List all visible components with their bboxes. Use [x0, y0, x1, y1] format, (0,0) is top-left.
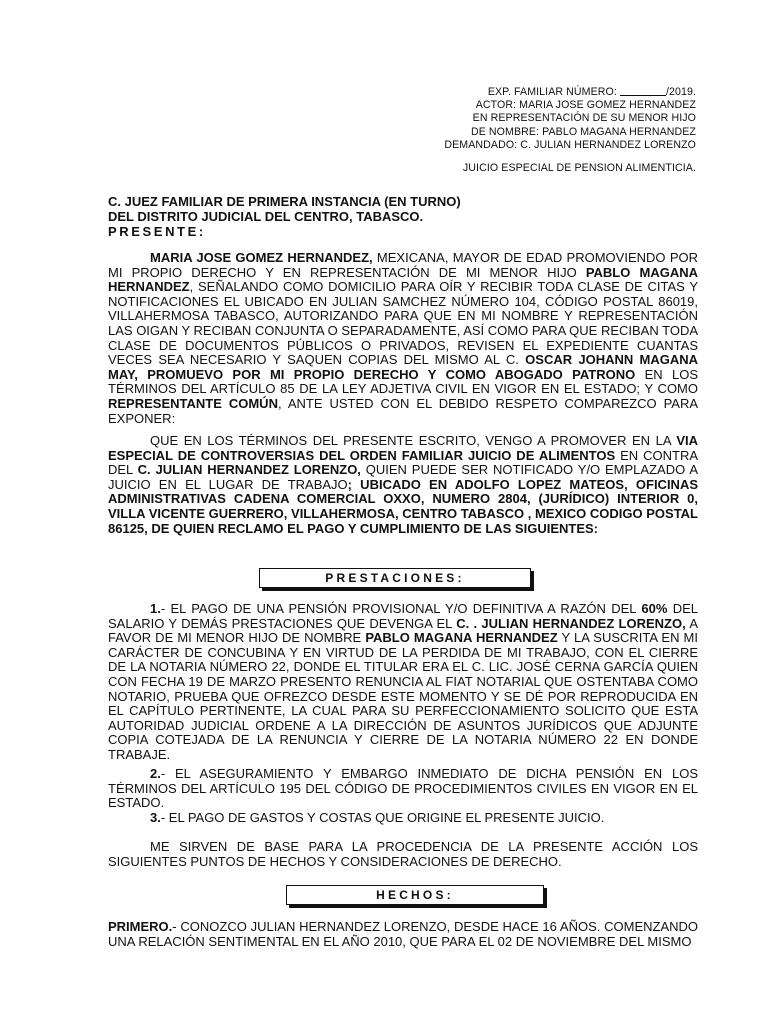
intro-text-3: EN LOS TÉRMINOS DEL ARTÍCULO 85 DE LA LEY ADJETIVA CIVIL EN VIGOR EN EL ESTADO; Y COMO — [108, 366, 699, 397]
item-3-paragraph — [108, 811, 698, 826]
claim-defendant: C. JULIAN HERNANDEZ LORENZO, — [137, 462, 361, 478]
item-1-child-name: PABLO MAGANA HERNANDEZ — [365, 630, 558, 646]
first-fact-paragraph — [108, 920, 698, 949]
intro-representative: REPRESENTANTE COMÚN — [108, 395, 278, 411]
child-name-line: DE NOMBRE: PABLO MAGANA HERNANDEZ — [470, 125, 696, 138]
claim-location: ; UBICADO EN ADOLFO LOPEZ MATEOS, OFICINAS ADMINISTRATIVAS CADENA COMERCIAL OXXO, NUMERO 2804, (JURÍDICO) INTERIOR 0, VILLA VICENTE GUERRERO, VILLAHERMOSA, CENTRO TABASCO , MEXICO CODIGO POSTAL 86125, DE QUIEN RECLAMO EL PAGO Y CUMPLIMIENTO DE LAS SIGUIENTES: — [108, 476, 698, 536]
intro-text-4: , ANTE USTED CON EL DEBIDO RESPETO COMPAREZCO PARA EXPONER: — [108, 395, 699, 426]
item-1-text-1: - EL PAGO DE UNA PENSIÓN PROVISIONAL Y/O DEFINITIVA A RAZÓN DEL — [160, 601, 642, 616]
first-fact-text: - CONOZCO JULIAN HERNANDEZ LORENZO, DESDE HACE 16 AÑOS. COMENZANDO UNA RELACIÓN SENTIMENTAL EN EL AÑO 2010, QUE PARA EL 02 DE NOVIEMBRE DEL MISMO — [108, 919, 698, 949]
addressee-judge: C. JUEZ FAMILIAR DE PRIMERA INSTANCIA (EN TURNO) — [108, 194, 461, 209]
intro-text-1: MEXICANA, MAYOR DE EDAD PROMOVIENDO POR MI PROPIO DERECHO Y EN REPRESENTACIÓN DE MI MENOR HIJO — [108, 250, 698, 280]
basis-text: ME SIRVEN DE BASE PARA LA PROCEDENCIA DE LA PRESENTE ACCIÓN LOS SIGUIENTES PUNTOS DE HECHOS Y CONSIDERACIONES DE DERECHO. — [108, 839, 698, 869]
case-number-label: EXP. FAMILIAR NÚMERO: — [487, 86, 620, 98]
actor-line: ACTOR: MARIA JOSE GOMEZ HERNANDEZ — [475, 99, 696, 112]
item-1-text-3: A FAVOR DE MI MENOR HIJO DE NOMBRE — [108, 615, 698, 646]
addressee-district: DEL DISTRITO JUDICIAL DEL CENTRO, TABASCO. — [108, 209, 424, 224]
intro-child-name: PABLO MAGANA HERNANDEZ — [108, 264, 698, 295]
item-1-paragraph — [108, 602, 698, 763]
section-prestaciones: PRESTACIONES: — [259, 568, 531, 588]
claim-text-2: EN CONTRA DEL — [108, 447, 698, 478]
case-number-blank — [620, 95, 666, 96]
case-header — [444, 86, 696, 175]
plaintiff-name: MARIA JOSE GOMEZ HERNANDEZ, — [150, 250, 373, 265]
representation-line: EN REPRESENTACIÓN DE SU MENOR HIJO — [472, 112, 696, 125]
basis-paragraph — [108, 840, 698, 869]
item-2-text: - EL ASEGURAMIENTO Y EMBARGO INMEDIATO DE DICHA PENSIÓN EN LOS TÉRMINOS DEL ARTÍCULO 195 DEL CÓDIGO DE PROCEDIMIENTOS CIVILES EN VIGOR EN EL ESTADO. — [108, 766, 698, 811]
case-type-line: JUICIO ESPECIAL DE PENSION ALIMENTICIA. — [462, 162, 696, 175]
item-3-number: 3. — [150, 810, 161, 825]
intro-lawyer: OSCAR JOHANN MAGANA MAY, PROMUEVO POR MI PROPIO DERECHO Y COMO ABOGADO PATRONO — [108, 352, 698, 382]
claim-paragraph — [108, 434, 698, 536]
item-1-percentage: 60% — [641, 601, 668, 616]
section-hechos: HECHOS: — [286, 885, 544, 905]
item-1-text-4: Y LA SUSCRITA EN MI CARÁCTER DE CONCUBINA Y EN VIRTUD DE LA PERDIDA DE MI TRABAJO, CON EL CIERRE DE LA NOTARIA NÚMERO 22, DONDE EL TITULAR ERA EL C. LIC. JOSÉ CERNA GARCÍA QUIEN CON FECHA 19 DE MARZO PRESENTO RENUNCIA AL FIAT NOTARIAL QUE OSTENTABA COMO NOTARIO, PRUEBA QUE OFREZCO DESDE ESTE MOMENTO Y SE DÉ POR REPRODUCIDA EN EL CAPÍTULO PERTINENTE, LA CUAL PARA SU PERFECCIONAMIENTO SOLICITO QUE ESTA AUTORIDAD JUDICIAL ORDENE A LA DIRECCIÓN DE ASUNTOS JURÍDICOS QUE ADJUNTE COPIA COTEJADA DE LA RENUNCIA Y CIERRE DE LA NOTARIA NÚMERO 22 EN DONDE TRABAJE. — [108, 630, 698, 762]
item-3-text: - EL PAGO DE GASTOS Y COSTAS QUE ORIGINE EL PRESENTE JUICIO. — [160, 810, 605, 825]
claim-text-1: QUE EN LOS TÉRMINOS DEL PRESENTE ESCRITO, VENGO A PROMOVER EN LA — [150, 433, 677, 448]
defendant-line: DEMANDADO: C. JULIAN HERNANDEZ LORENZO — [444, 138, 696, 151]
item-1-defendant: C. . JULIAN HERNANDEZ LORENZO, — [456, 615, 686, 631]
intro-paragraph — [108, 251, 698, 426]
case-number — [444, 86, 696, 99]
item-2-number: 2. — [150, 766, 161, 781]
item-1-number: 1. — [150, 601, 161, 616]
addressee-block — [108, 194, 461, 239]
first-fact-label: PRIMERO. — [108, 919, 173, 934]
case-number-year: /2019. — [665, 86, 696, 98]
intro-text-2: , SEÑALANDO COMO DOMICILIO PARA OÍR Y RECIBIR TODA CLASE DE CITAS Y NOTIFICACIONES EL UBICADO EN JULIAN SAMCHEZ NÚMERO 104, CÓDIGO POSTAL 86019, VILLAHERMOSA TABASCO, AUTORIZANDO PARA QUE EN MI NOMBRE Y REPRESENTACIÓN LAS OIGAN Y RECIBAN CONJUNTA O SEPARADAMENTE, ASÍ COMO PARA QUE RECIBAN TODA CLASE DE DOCUMENTOS PÚBLICOS O PRIVADOS, REVISEN EL EXPEDIENTE CUANTAS VECES SEA NECESARIO Y SAQUEN COPIAS DEL MISMO AL C. — [108, 279, 698, 368]
item-2-paragraph — [108, 767, 698, 811]
item-1-text-2: DEL SALARIO Y DEMÁS PRESTACIONES QUE DEVENGA EL — [108, 601, 698, 631]
addressee-presente: PRESENTE: — [108, 224, 206, 239]
claim-text-3: QUIEN PUEDE SER NOTIFICADO Y/O EMPLAZADO A JUICIO EN EL LUGAR DE TRABAJO — [108, 462, 698, 492]
claim-via: VIA ESPECIAL DE CONTROVERSIAS DEL ORDEN FAMILIAR JUICIO DE ALIMENTOS — [108, 433, 698, 463]
